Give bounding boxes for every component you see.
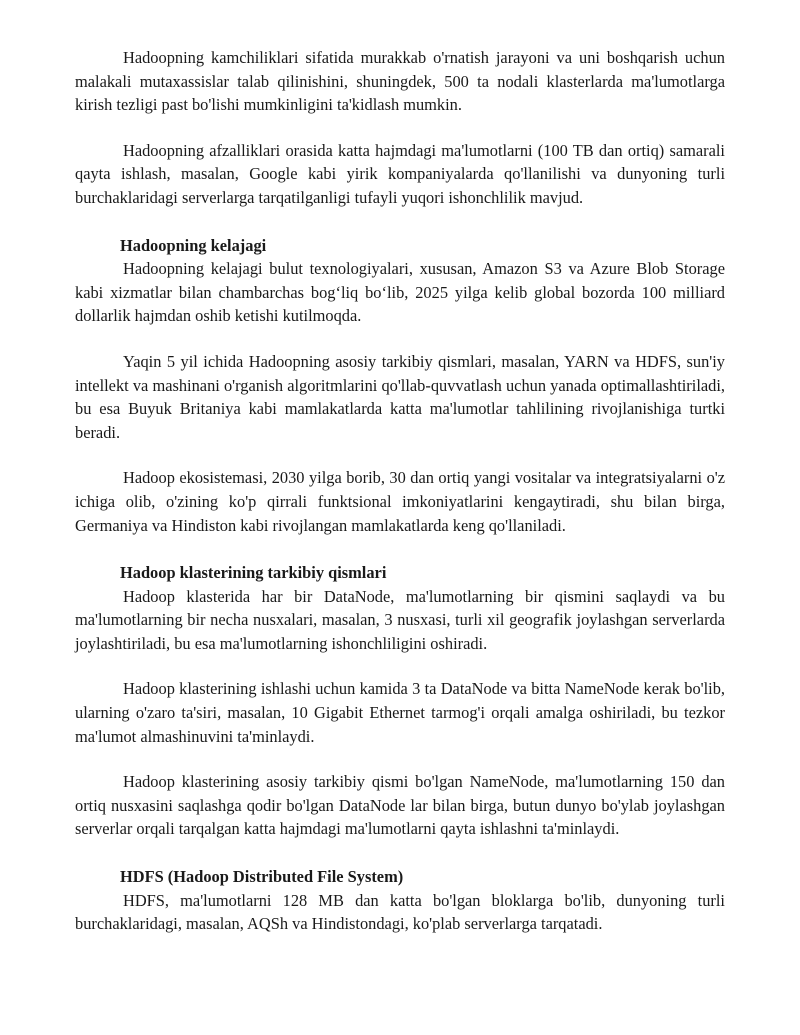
heading-cluster: Hadoop klasterining tarkibiy qismlari	[120, 563, 387, 583]
heading-future: Hadoopning kelajagi	[120, 235, 267, 255]
paragraph-cluster-requirements: Hadoop klasterining ishlashi uchun kamida 3 ta DataNode va bitta NameNode kerak bo'lib, ularning o'zaro ta'siri, masalan, 10 Gigabit Ethernet tarmog'i orqali amalga oshiriladi, bu tezkor ma'lumot almashinuvini ta'minlaydi.	[75, 679, 725, 746]
heading-hdfs: HDFS (Hadoop Distributed File System)	[120, 867, 404, 887]
paragraph-future-ai: Yaqin 5 yil ichida Hadoopning asosiy tarkibiy qismlari, masalan, YARN va HDFS, sun'iy intellekt va mashinani o'rganish algoritmlarini qo'llab-quvvatlash uchun yanada optimallashtiriladi, bu esa Buyuk Britaniya kabi mamlakatlarda katta ma'lumotlar tahlilining rivojlanishiga turtki beradi.	[75, 351, 725, 442]
document-page	[75, 46, 725, 936]
paragraph-cluster-namenode: Hadoop klasterining asosiy tarkibiy qismi bo'lgan NameNode, ma'lumotlarning 150 dan ortiq nusxasini saqlashga qodir bo'lgan DataNode lar bilan birga, butun dunyo bo'ylab joylashgan serverlar orqali tarqalgan katta hajmdagi ma'lumotlarni qayta ishlashni ta'minlaydi.	[75, 772, 725, 839]
paragraph-hdfs-blocks: HDFS, ma'lumotlarni 128 MB dan katta bo'lgan bloklarga bo'lib, dunyoning turli burchaklaridagi, masalan, AQSh va Hindistondagi, ko'plab serverlarga tarqatadi.	[75, 890, 725, 934]
paragraph-advantages: Hadoopning afzalliklari orasida katta hajmdagi ma'lumotlarni (100 TB dan ortiq) samarali qayta ishlash, masalan, Google kabi yirik kompaniyalarda qo'llanilishi va dunyoning turli burchaklaridagi serverlarga tarqatilganligi tufayli yuqori ishonchlilik mavjud.	[75, 140, 725, 207]
paragraph-disadvantages: Hadoopning kamchiliklari sifatida murakkab o'rnatish jarayoni va uni boshqarish uchun malakali mutaxassislar talab qilinishini, shuningdek, 500 ta nodali klasterlarda ma'lumotlarga kirish tezligi past bo'lishi mumkinligini ta'kidlash mumkin.	[75, 48, 725, 115]
paragraph-future-cloud: Hadoopning kelajagi bulut texnologiyalari, xususan, Amazon S3 va Azure Blob Storage kabi xizmatlar bilan chambarchas bog‘liq bo‘lib, 2025 yilga kelib global bozorda 100 milliard dollarlik hajmdan oshib ketishi kutilmoqda.	[75, 259, 725, 326]
paragraph-cluster-datanode: Hadoop klasterida har bir DataNode, ma'lumotlarning bir qismini saqlaydi va bu ma'lumotlarning bir necha nusxalari, masalan, 3 nusxasi, turli xil geografik joylashgan serverlarda joylashtiriladi, bu esa ma'lumotlarning ishonchliligini oshiradi.	[75, 586, 725, 653]
paragraph-future-ecosystem: Hadoop ekosistemasi, 2030 yilga borib, 30 dan ortiq yangi vositalar va integratsiyalarni o'z ichiga olib, o'zining ko'p qirrali funktsional imkoniyatlarini kengaytiradi, shu bilan birga, Germaniya va Hindiston kabi rivojlangan mamlakatlarda keng qo'llaniladi.	[75, 468, 725, 535]
